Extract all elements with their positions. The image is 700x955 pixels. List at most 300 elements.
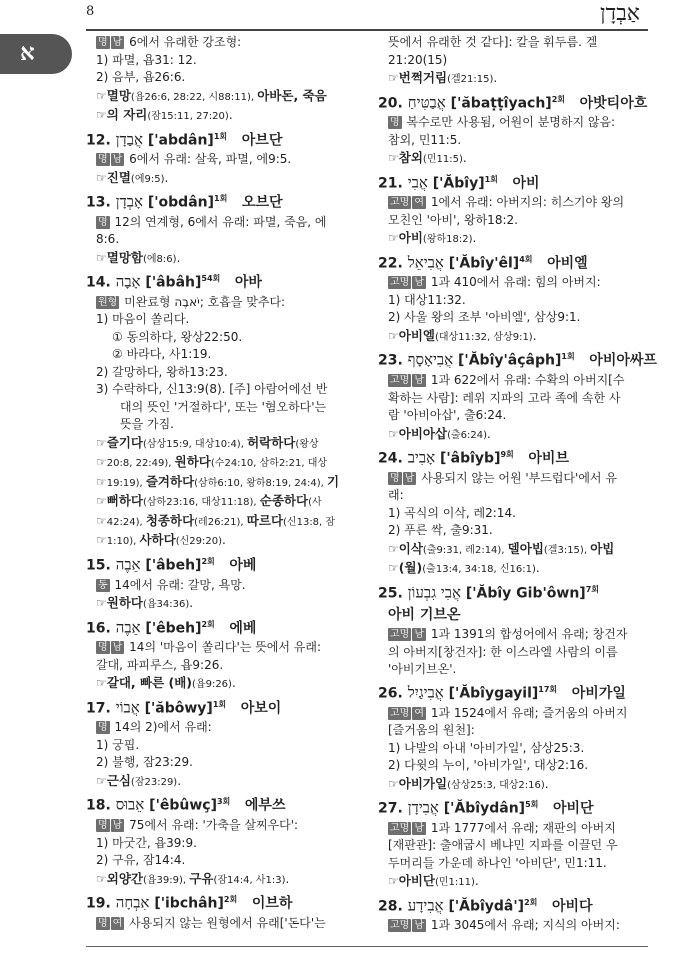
transliteration: ['Ăbîy'âçâph] bbox=[458, 353, 562, 370]
definition-text: 14에서 유래: 갈망, 욕망. bbox=[114, 577, 246, 592]
translation-word: 번쩍거림 bbox=[398, 70, 448, 85]
definition-text: 6에서 유래: 살육, 파멸, 에9:5. bbox=[129, 152, 292, 167]
translation-line bbox=[86, 594, 360, 614]
scripture-reference: (잠23:29) bbox=[130, 776, 178, 788]
part-of-speech-badge: 명 bbox=[98, 216, 108, 228]
text-line: '아비기브온'. bbox=[388, 662, 457, 677]
hebrew-word: אָבְדָן bbox=[115, 192, 143, 211]
scripture-reference: . bbox=[474, 874, 479, 889]
translation-word: 아비아삽 bbox=[398, 425, 448, 441]
scripture-reference: (잠14:4, 사1:3) bbox=[213, 874, 286, 886]
text-line: 람 '아비아삽', 출6:24. bbox=[388, 408, 507, 423]
text-line: 1) 파멸, 욥31: 12. bbox=[96, 52, 197, 67]
text-line: 모친인 '아비', 왕하18:2. bbox=[388, 212, 518, 227]
translation-word: 멸망 bbox=[106, 87, 131, 103]
entry-headword bbox=[378, 579, 648, 605]
scripture-reference: (대상11:32, 삼상9:1) bbox=[435, 331, 533, 343]
occurrence-count: 3회 bbox=[216, 797, 231, 807]
part-of-speech-badge: 고명 bbox=[390, 707, 410, 719]
entry-number: 18. bbox=[86, 798, 111, 815]
translation-line bbox=[86, 453, 360, 473]
definition-text: 1과 410에서 유래: 힘의 아버지: bbox=[430, 275, 601, 290]
definition-line bbox=[86, 719, 360, 737]
scripture-reference: (욥34:36) bbox=[143, 599, 190, 611]
korean-reading: 아비 기브온 bbox=[388, 607, 461, 624]
entry-headword bbox=[86, 694, 360, 720]
definition-text: 복수로만 사용됨, 어원이 분명하지 않음: bbox=[406, 115, 616, 130]
translation-word: (월) bbox=[398, 560, 423, 576]
scripture-reference: (신13:8, 잠 bbox=[283, 516, 336, 528]
korean-reading: 에부쓰 bbox=[244, 798, 286, 815]
part-of-speech-badge: 남 bbox=[414, 920, 424, 932]
transliteration: ['Ăbîy Gib'ôwn] bbox=[465, 585, 586, 602]
pointing-hand-icon: ☞ bbox=[388, 328, 399, 343]
definition-line bbox=[86, 34, 360, 52]
korean-reading: 아베 bbox=[229, 557, 257, 574]
page-number: 8 bbox=[86, 4, 95, 19]
korean-reading: 아브단 bbox=[241, 132, 283, 149]
pointing-hand-icon: ☞ bbox=[388, 874, 399, 889]
entry-number: 14. bbox=[86, 274, 111, 291]
entry-number: 15. bbox=[86, 557, 111, 574]
translation-word: 진멸 bbox=[106, 169, 131, 185]
translation-line bbox=[86, 106, 360, 126]
occurrence-count: 54회 bbox=[201, 274, 221, 284]
text-line: 2) 다윗의 누이, '아비가일', 대상2:16. bbox=[388, 758, 589, 773]
pointing-hand-icon: ☞ bbox=[96, 455, 107, 470]
translation-line bbox=[378, 327, 648, 347]
text-line: 2) 불행, 잠23:29. bbox=[96, 755, 193, 770]
definition-line bbox=[86, 639, 360, 657]
scripture-reference: (출6:24) bbox=[447, 429, 487, 441]
transliteration: ['Ăbîygayil] bbox=[448, 685, 539, 702]
definition-text: 1과 622에서 유래: 수확의 아버지[수 bbox=[430, 373, 625, 388]
scripture-reference: . bbox=[164, 170, 169, 185]
occurrence-count: 2회 bbox=[201, 556, 215, 566]
hebrew-word: אֲבִיגַיִל bbox=[407, 683, 444, 702]
occurrence-count: 1회 bbox=[214, 194, 228, 204]
occurrence-count: 2회 bbox=[201, 619, 215, 629]
occurrence-count: 7회 bbox=[585, 584, 599, 594]
hebrew-word: אָבִיב bbox=[407, 448, 436, 467]
scripture-reference: 42:24), bbox=[106, 516, 146, 528]
translation-word: 즐기다 bbox=[106, 434, 143, 450]
scripture-reference: (민1:11) bbox=[435, 877, 475, 889]
part-of-speech-badge: 남 bbox=[414, 629, 424, 641]
scripture-reference: (사 bbox=[308, 497, 322, 509]
part-of-speech-badge: 동 bbox=[98, 579, 108, 591]
part-of-speech-badge: 여 bbox=[112, 917, 123, 929]
definition-line bbox=[86, 817, 360, 835]
definition-text: 사용되지 않는 어원 '부드럽다'에서 유 bbox=[421, 470, 617, 485]
pointing-hand-icon: ☞ bbox=[96, 533, 107, 548]
translation-word: 구유 bbox=[189, 870, 214, 886]
transliteration: ['abdân] bbox=[147, 132, 214, 149]
scripture-reference: . bbox=[544, 776, 549, 791]
definition-text: 1과 3045에서 유래; 지식의 아버지: bbox=[430, 918, 620, 933]
hebrew-word: אֵבֶה bbox=[115, 555, 141, 574]
pointing-hand-icon: ☞ bbox=[388, 426, 399, 441]
definition-line bbox=[378, 114, 648, 132]
scripture-reference: . bbox=[532, 328, 537, 343]
entry-headword bbox=[378, 89, 648, 115]
part-of-speech-badge: 명 bbox=[98, 917, 108, 929]
part-of-speech-badge: 남 bbox=[112, 642, 123, 654]
scripture-reference: . bbox=[189, 596, 194, 611]
translation-word: 의 자리 bbox=[106, 107, 148, 122]
part-of-speech-badge: 남 bbox=[112, 37, 123, 48]
hebrew-word: אֲבַטִּיחַ bbox=[407, 93, 446, 112]
entry-number: 27. bbox=[378, 800, 403, 817]
translation-word: 아빕 bbox=[590, 540, 615, 556]
scripture-reference: . bbox=[487, 426, 491, 441]
korean-reading: 아바 bbox=[234, 274, 262, 291]
definition-line bbox=[378, 626, 648, 644]
occurrence-count: 5회 bbox=[525, 800, 539, 810]
translation-line bbox=[86, 169, 360, 189]
right-column bbox=[378, 34, 657, 935]
entry-number: 17. bbox=[86, 700, 111, 717]
scripture-reference: (민11:5) bbox=[422, 154, 463, 166]
definition-text: 6에서 유래한 강조형: bbox=[129, 35, 242, 49]
translation-line bbox=[378, 540, 648, 560]
korean-reading: 아비엘 bbox=[547, 255, 588, 272]
hebrew-word: אֲבִיאֵל bbox=[407, 253, 444, 272]
hebrew-word: אֵבוּס bbox=[115, 796, 145, 815]
part-of-speech-badge: 원형 bbox=[98, 296, 118, 308]
translation-line bbox=[86, 87, 360, 107]
occurrence-count: 2회 bbox=[223, 895, 238, 905]
translation-line bbox=[86, 870, 360, 890]
definition-line bbox=[378, 274, 648, 292]
hebrew-word: אֲבִידָע bbox=[407, 896, 444, 915]
entry-headword bbox=[378, 346, 657, 372]
text-line: 1) 나발의 아내 '아비가일', 삼상25:3. bbox=[388, 740, 585, 755]
part-of-speech-badge: 고명 bbox=[390, 277, 410, 289]
part-of-speech-badge: 명 bbox=[98, 642, 108, 654]
translation-line bbox=[378, 425, 648, 445]
definition-line bbox=[378, 470, 648, 488]
hebrew-word: אֲבִי bbox=[407, 173, 428, 192]
hebrew-word: אֲבִי גִבְעוֹן bbox=[407, 583, 461, 602]
transliteration: ['Ăbîydân] bbox=[443, 800, 526, 817]
part-of-speech-badge: 고명 bbox=[390, 822, 410, 834]
text-line: 1) 마굿간, 욥39:9. bbox=[96, 835, 197, 850]
scripture-reference: . bbox=[177, 773, 182, 788]
scripture-reference: . bbox=[231, 676, 236, 691]
scripture-reference: (잠15:11, 27:20) bbox=[147, 111, 229, 122]
korean-reading: 아비 bbox=[512, 175, 540, 192]
hebrew-word: אֲבַדָן bbox=[115, 130, 143, 149]
pointing-hand-icon: ☞ bbox=[96, 108, 107, 122]
text-line: 2) 갈망하다, 왕하13:23. bbox=[96, 364, 228, 379]
translation-word: 아비 bbox=[398, 230, 423, 246]
korean-reading: 아비가일 bbox=[571, 685, 626, 702]
scripture-reference: (왕하18:2) bbox=[422, 234, 473, 246]
text-line: 갈대, 파피루스, 욥9:26. bbox=[96, 657, 224, 672]
entry-number: 22. bbox=[378, 255, 403, 272]
scripture-reference: (겔21:15) bbox=[447, 74, 494, 85]
definition-line bbox=[378, 705, 648, 723]
transliteration: ['âbîyb] bbox=[439, 450, 501, 467]
entry-number: 28. bbox=[378, 898, 403, 915]
part-of-speech-badge: 고명 bbox=[390, 629, 410, 641]
text-line: ② 바라다, 사1:19. bbox=[112, 347, 212, 362]
scripture-reference: (삼상15:9, 대상10:4), bbox=[143, 438, 248, 450]
translation-word: 아비엘 bbox=[398, 327, 435, 343]
scripture-reference: . bbox=[222, 533, 226, 548]
part-of-speech-badge: 남 bbox=[112, 154, 123, 166]
scripture-reference: (욥26:6, 28:22, 시88:11), bbox=[130, 91, 258, 103]
definition-line bbox=[378, 820, 648, 838]
entry-headword bbox=[86, 126, 360, 152]
translation-word: 허락하다 bbox=[247, 434, 296, 450]
translation-line bbox=[86, 674, 360, 694]
scripture-reference: (겔3:15), bbox=[543, 544, 591, 556]
text-line: 3) 수락하다, 신13:9(8). [주] 아람어에선 반 bbox=[96, 382, 328, 397]
scripture-reference: . bbox=[285, 871, 290, 886]
text-line: 확하는 사람]: 레위 지파의 고라 족에 속한 사 bbox=[388, 390, 621, 405]
korean-reading: 오브단 bbox=[241, 194, 283, 211]
definition-text: 사용되지 않는 원형에서 유래['돈다'는 bbox=[129, 915, 326, 930]
entry-number: 26. bbox=[378, 685, 403, 702]
entry-number: 24. bbox=[378, 450, 403, 467]
text-line: 2) 구유, 잠14:4. bbox=[96, 853, 186, 868]
pointing-hand-icon: ☞ bbox=[388, 776, 399, 791]
translation-word: 이삭 bbox=[398, 540, 423, 556]
transliteration: ['Ăbîy'êl] bbox=[448, 255, 520, 272]
left-column bbox=[86, 34, 360, 932]
scripture-reference: . bbox=[176, 250, 181, 265]
transliteration: ['âbâh] bbox=[145, 274, 202, 291]
scripture-reference: 19:19), bbox=[106, 477, 146, 489]
definition-text: 1과 1777에서 유래; 재판의 아버지 bbox=[430, 820, 616, 835]
scripture-reference: (신29:20) bbox=[175, 536, 222, 548]
pointing-hand-icon: ☞ bbox=[388, 151, 399, 166]
translation-word: 사하다 bbox=[139, 532, 176, 548]
occurrence-count: 2회 bbox=[524, 897, 538, 907]
part-of-speech-badge: 명 bbox=[390, 472, 400, 484]
text-line: 1) 대상11:32. bbox=[388, 292, 466, 307]
definition-text: 12의 연계형, 6에서 유래: 파멸, 죽음, 에 bbox=[114, 214, 327, 229]
scripture-reference: 1:10), bbox=[106, 536, 140, 548]
transliteration: ['âbeh] bbox=[145, 557, 202, 574]
translation-word: 멸망함 bbox=[106, 249, 143, 265]
entry-headword bbox=[378, 794, 648, 820]
translation-word: 순종하다 bbox=[259, 493, 309, 509]
part-of-speech-badge: 여 bbox=[414, 197, 424, 209]
text-line: 두머리들 가운데 하나인 '아비단', 민1:11. bbox=[388, 855, 607, 870]
entry-number: 25. bbox=[378, 585, 403, 602]
translation-word: 아비단 bbox=[398, 873, 435, 889]
entry-number: 12. bbox=[86, 132, 111, 149]
definition-line bbox=[378, 194, 648, 212]
entry-headword bbox=[86, 551, 360, 577]
entry-number: 21. bbox=[378, 175, 403, 192]
occurrence-count: 1회 bbox=[213, 131, 228, 141]
text-line: 8:6. bbox=[96, 232, 120, 247]
scripture-reference: . bbox=[535, 561, 540, 576]
translation-line bbox=[86, 473, 360, 493]
definition-line bbox=[378, 917, 648, 935]
pointing-hand-icon: ☞ bbox=[96, 435, 107, 450]
text-line: 대의 뜻인 '거절하다', 또는 '혐오하다'는 bbox=[120, 399, 327, 414]
translation-line bbox=[378, 69, 648, 89]
part-of-speech-badge: 남 bbox=[112, 820, 123, 832]
text-line: ① 동의하다, 왕상22:50. bbox=[112, 329, 243, 344]
tab-letter: א bbox=[20, 39, 35, 66]
entry-headword bbox=[86, 889, 360, 915]
translation-line bbox=[378, 775, 648, 795]
translation-word: 갈대, 빠른 (배) bbox=[106, 675, 193, 691]
occurrence-count: 1회 bbox=[212, 699, 227, 709]
scripture-reference: (삼하6:10, 왕하8:19, 24:4), bbox=[194, 477, 328, 489]
pointing-hand-icon: ☞ bbox=[388, 541, 399, 556]
text-line: 1) 마음이 쏠리다. bbox=[96, 312, 190, 327]
hebrew-word: אֲבִידָן bbox=[407, 798, 439, 817]
part-of-speech-badge: 명 bbox=[98, 722, 108, 734]
pointing-hand-icon: ☞ bbox=[96, 871, 107, 886]
pointing-hand-icon: ☞ bbox=[96, 250, 107, 265]
translation-word: 따르다 bbox=[246, 512, 284, 528]
translation-word: 아비가일 bbox=[398, 775, 448, 791]
occurrence-count: 17회 bbox=[538, 684, 558, 694]
pointing-hand-icon: ☞ bbox=[96, 88, 107, 103]
pointing-hand-icon: ☞ bbox=[96, 170, 107, 185]
transliteration: ['Ăbîy] bbox=[432, 175, 485, 192]
translation-line bbox=[86, 772, 360, 792]
scripture-reference: (욥39:9), bbox=[143, 874, 190, 886]
scripture-reference: (욥9:26) bbox=[192, 679, 232, 691]
translation-line bbox=[378, 872, 648, 892]
translation-word: 즐겨하다 bbox=[145, 473, 195, 489]
text-line: 의 아버지[창건자]: 한 이스라엘 사람의 이름 bbox=[388, 644, 618, 659]
entry-headword bbox=[378, 679, 648, 705]
hebrew-word: אֲבוֹי bbox=[115, 698, 140, 717]
translation-word: 외양간 bbox=[106, 870, 143, 886]
scripture-reference: . bbox=[493, 71, 498, 85]
part-of-speech-badge: 명 bbox=[98, 154, 108, 166]
occurrence-count: 4회 bbox=[519, 254, 533, 264]
transliteration: ['Ăbîydâ'] bbox=[448, 898, 525, 915]
text-line: 21:20(15) bbox=[388, 52, 448, 67]
text-line: 1) 곡식의 이삭, 레2:14. bbox=[388, 505, 516, 520]
scripture-reference: 20:8, 22:49), bbox=[106, 458, 175, 470]
scripture-reference: . bbox=[472, 231, 477, 246]
footer-rule bbox=[86, 946, 648, 947]
translation-line bbox=[86, 434, 360, 454]
scripture-reference: (출13:4, 34:18, 신16:1) bbox=[422, 564, 536, 576]
translation-word: 근심 bbox=[106, 772, 131, 788]
text-line: 참외, 민11:5. bbox=[388, 132, 462, 147]
entry-headword bbox=[378, 169, 648, 195]
transliteration: ['êbeh] bbox=[145, 620, 202, 637]
translation-line bbox=[86, 531, 360, 551]
entry-headword bbox=[86, 791, 360, 817]
occurrence-count: 9회 bbox=[500, 450, 514, 460]
scripture-reference: (왕상 bbox=[295, 438, 319, 450]
part-of-speech-badge: 고명 bbox=[390, 920, 410, 932]
entry-number: 16. bbox=[86, 620, 111, 637]
part-of-speech-badge: 남 bbox=[414, 822, 424, 834]
scripture-reference: (출9:31, 레2:14), bbox=[422, 544, 508, 556]
text-line: 뜻을 가짐. bbox=[120, 417, 174, 432]
definition-line bbox=[86, 214, 360, 232]
text-line: 뜻에서 유래한 것 같다]: 칼을 휘두름. 겔 bbox=[388, 35, 598, 49]
part-of-speech-badge: 명 bbox=[390, 117, 400, 129]
pointing-hand-icon: ☞ bbox=[96, 474, 107, 489]
translation-word: 뻐하다 bbox=[106, 493, 143, 509]
translation-line bbox=[86, 512, 360, 532]
part-of-speech-badge: 여 bbox=[414, 707, 424, 719]
korean-reading: 아비다 bbox=[551, 898, 593, 915]
entry-headword bbox=[86, 188, 360, 214]
translation-line bbox=[378, 229, 648, 249]
scripture-reference: (수24:10, 삼하2:21, 대상 bbox=[210, 458, 328, 470]
definition-line bbox=[86, 151, 360, 169]
definition-line bbox=[86, 915, 360, 933]
text-line: 2) 사울 왕의 조부 '아비엘', 삼상9:1. bbox=[388, 310, 581, 325]
part-of-speech-badge: 남 bbox=[414, 375, 424, 387]
definition-text: 75에서 유래: '가축을 살찌우다': bbox=[129, 818, 299, 833]
pointing-hand-icon: ☞ bbox=[96, 596, 107, 611]
translation-word: 참외 bbox=[398, 150, 423, 166]
transliteration: ['obdân] bbox=[147, 194, 215, 211]
occurrence-count: 1회 bbox=[561, 352, 575, 362]
scripture-reference: (삼하23:16, 대상11:18), bbox=[143, 497, 260, 509]
translation-line bbox=[378, 149, 648, 169]
entry-headword bbox=[86, 614, 360, 640]
pointing-hand-icon: ☞ bbox=[96, 773, 107, 788]
pointing-hand-icon: ☞ bbox=[96, 676, 107, 691]
pointing-hand-icon: ☞ bbox=[96, 513, 107, 528]
hebrew-word: אֵבֶה bbox=[115, 618, 141, 637]
running-head: אַבְדָן bbox=[600, 1, 640, 26]
definition-line bbox=[86, 577, 360, 595]
part-of-speech-badge: 남 bbox=[404, 472, 415, 484]
korean-reading: 아비브 bbox=[528, 450, 569, 467]
definition-text: 미완료형 יֹאבֶה; 호흡을 맞추다: bbox=[124, 294, 286, 309]
entry-headword bbox=[86, 268, 360, 294]
alphabet-thumb-tab bbox=[0, 34, 72, 74]
translation-word: 원하다 bbox=[106, 595, 143, 611]
entry-number: 19. bbox=[86, 895, 111, 912]
transliteration: ['ăbaṭṭîyach] bbox=[450, 95, 552, 112]
definition-text: 14의 '마음이 쏠리다'는 뜻에서 유래: bbox=[129, 640, 322, 655]
scripture-reference: . bbox=[462, 151, 467, 166]
entry-number: 20. bbox=[378, 95, 403, 112]
hebrew-word: אָבָה bbox=[115, 272, 141, 291]
text-line: 2) 음부, 욥26:6. bbox=[96, 70, 186, 84]
text-line: 래: bbox=[388, 488, 404, 503]
entry-headword bbox=[378, 249, 648, 275]
definition-line bbox=[86, 294, 360, 312]
transliteration: ['êbûwç] bbox=[149, 798, 217, 815]
part-of-speech-badge: 고명 bbox=[390, 197, 410, 209]
translation-word: 청종하다 bbox=[145, 512, 195, 528]
definition-text: 1에서 유래: 아버지의: 히스기야 왕의 bbox=[430, 195, 625, 210]
definition-line bbox=[378, 372, 648, 390]
occurrence-count: 2회 bbox=[551, 94, 565, 104]
part-of-speech-badge: 명 bbox=[98, 820, 108, 832]
text-line: 2) 푸른 싹, 출9:31. bbox=[388, 523, 493, 538]
scripture-reference: (삼상25:3, 대상2:16) bbox=[447, 779, 545, 791]
scripture-reference: (레26:21), bbox=[194, 516, 247, 528]
translation-line bbox=[86, 492, 360, 512]
korean-reading: 에베 bbox=[229, 620, 257, 637]
entry-headword bbox=[378, 444, 648, 470]
occurrence-count: 1회 bbox=[484, 174, 498, 184]
